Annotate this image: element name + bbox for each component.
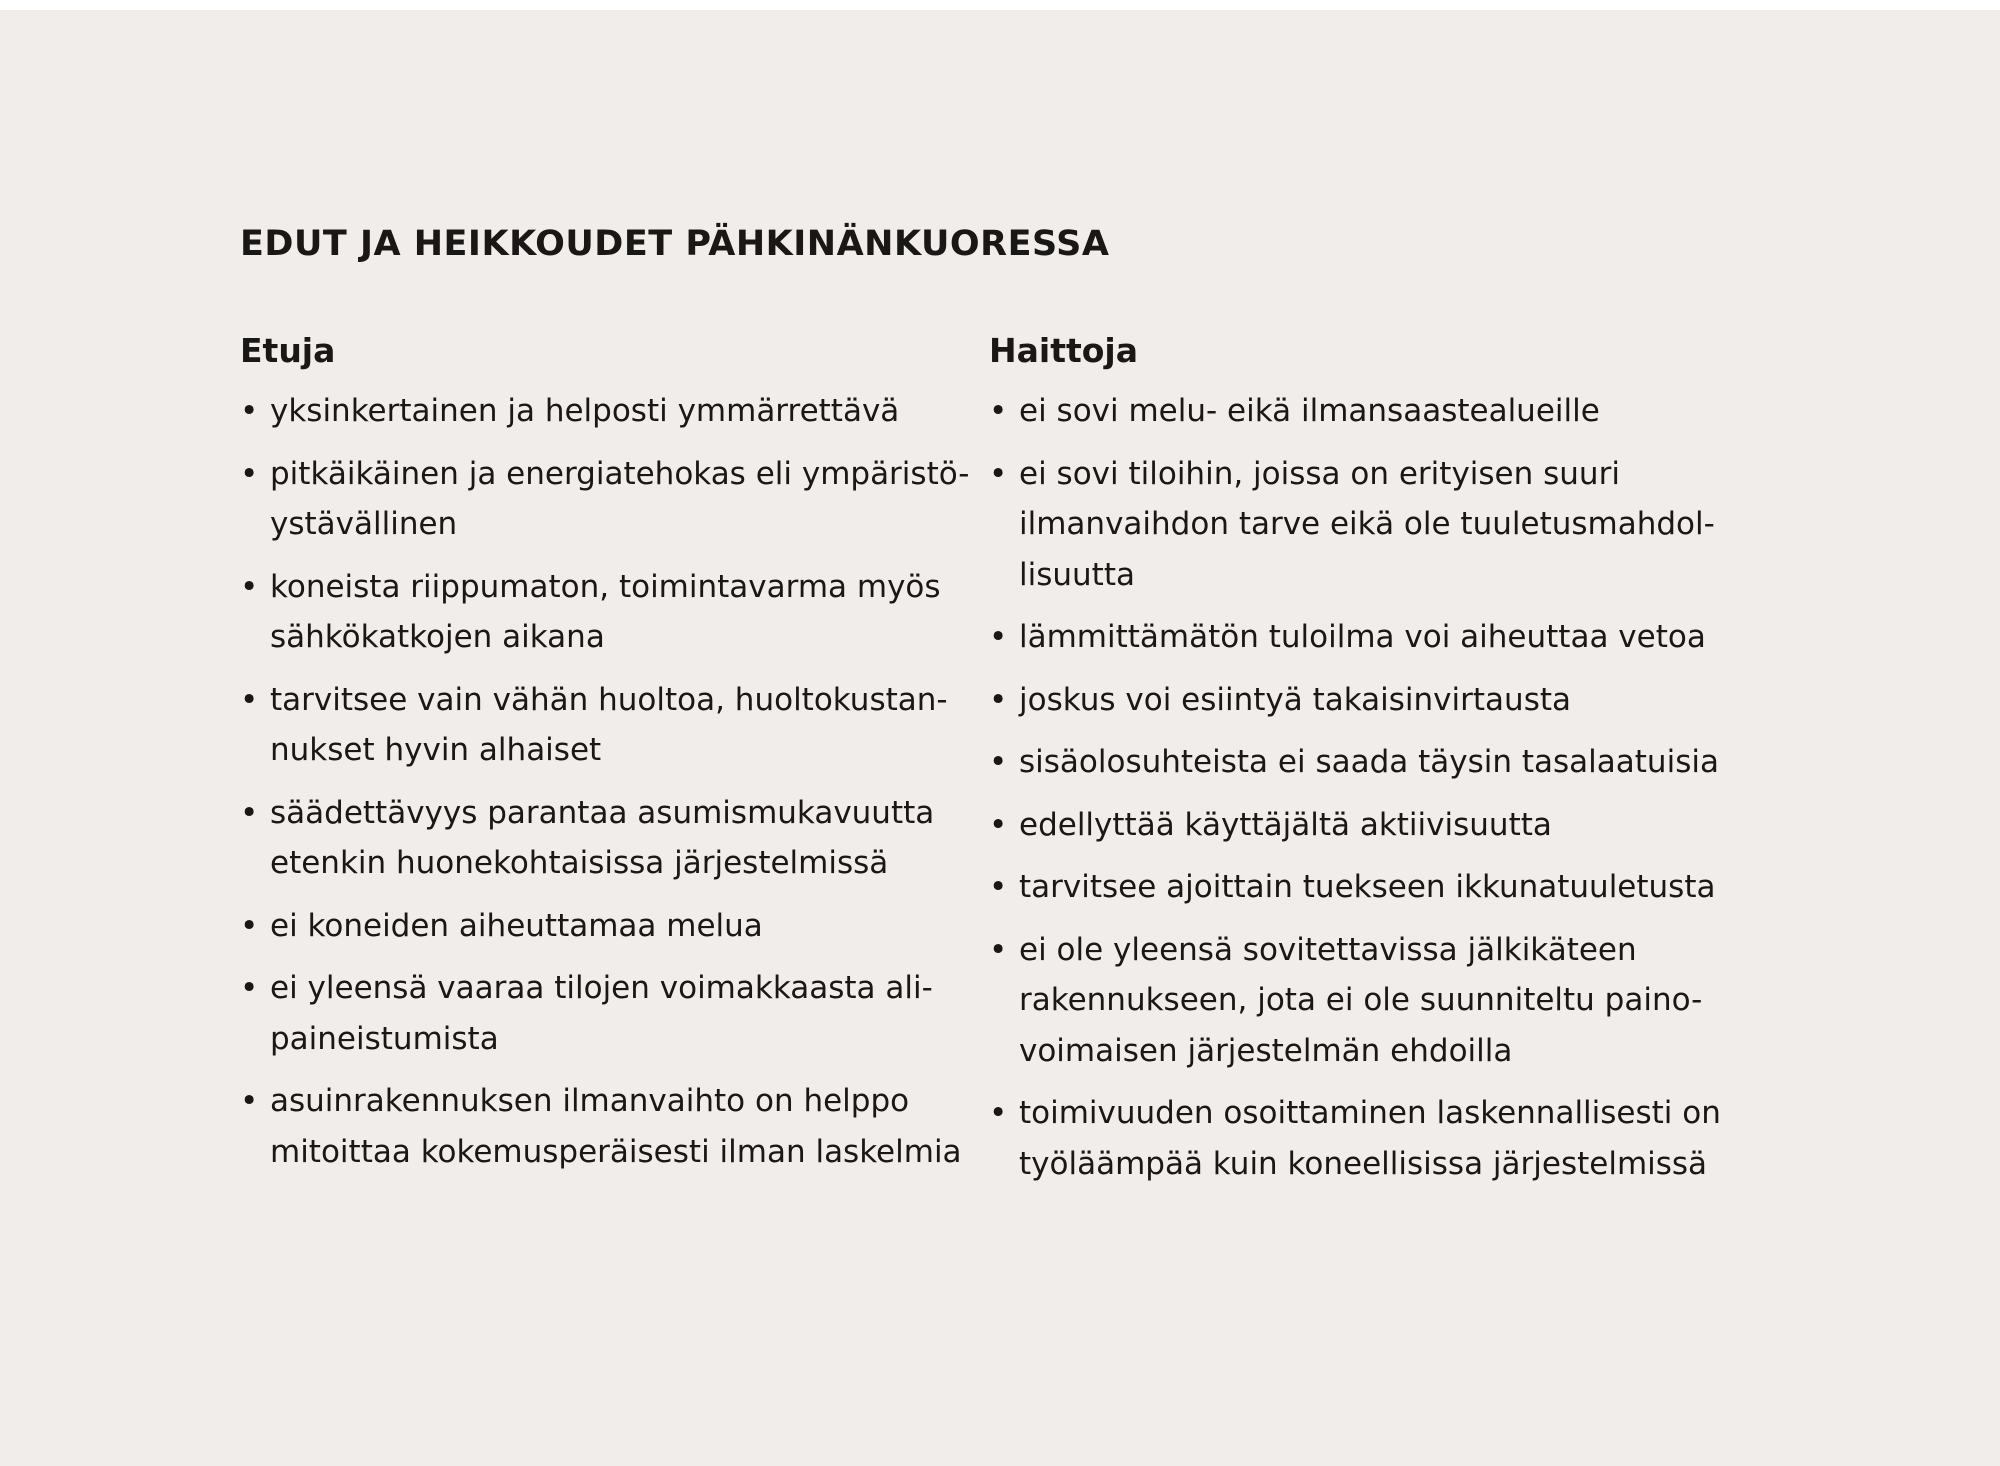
list-item-text: ei sovi tiloihin, joissa on erityisen suuri xyxy=(1019,455,1620,492)
cons-column xyxy=(989,326,1729,1201)
list-item xyxy=(989,1088,1729,1189)
list-item-text: ei ole yleensä sovitettavissa jälkikäteen xyxy=(1019,931,1637,968)
list-item xyxy=(989,925,1729,1077)
content-card xyxy=(0,10,2000,1466)
cons-heading: Haittoja xyxy=(989,331,1138,370)
bullet-icon: • xyxy=(240,1083,259,1119)
list-item-text: työläämpää kuin koneellisissa järjestelmissä xyxy=(1019,1145,1708,1182)
list-item-text: yksinkertainen ja helposti ymmärrettävä xyxy=(270,393,900,429)
list-item-text: lämmittämätön tuloilma voi aiheuttaa vetoa xyxy=(1019,619,1706,655)
list-item xyxy=(240,675,960,776)
list-item-text: tarvitsee ajoittain tuekseen ikkunatuuletusta xyxy=(1019,869,1716,905)
bullet-icon: • xyxy=(240,970,259,1006)
list-item-text: pitkäikäinen ja energiatehokas eli ympäristö- xyxy=(270,455,970,492)
list-item xyxy=(240,788,960,889)
pros-heading: Etuja xyxy=(240,331,336,370)
bullet-icon: • xyxy=(989,393,1008,429)
list-item xyxy=(989,862,1729,913)
list-item-text: toimivuuden osoittaminen laskennallisesti on xyxy=(1019,1095,1721,1131)
list-item-text: paineistumista xyxy=(270,1020,499,1057)
list-item-text: edellyttää käyttäjältä aktiivisuutta xyxy=(1019,806,1552,843)
bullet-icon: • xyxy=(240,455,259,492)
bullet-icon: • xyxy=(240,907,259,944)
pros-column xyxy=(240,326,970,1189)
list-item-text: joskus voi esiintyä takaisinvirtausta xyxy=(1019,681,1571,718)
bullet-icon: • xyxy=(240,393,259,429)
list-item-text: ystävällinen xyxy=(270,506,458,542)
bullet-icon: • xyxy=(989,619,1008,655)
bullet-icon: • xyxy=(240,568,259,605)
list-item-text: ei yleensä vaaraa tilojen voimakkaasta ali- xyxy=(270,970,933,1006)
list-item xyxy=(989,386,1729,437)
list-item-text: rakennukseen, jota ei ole suunniteltu paino- xyxy=(1019,982,1703,1018)
list-item xyxy=(989,737,1729,788)
list-item-text: ei koneiden aiheuttamaa melua xyxy=(270,907,763,944)
list-item xyxy=(240,963,960,1064)
bullet-icon: • xyxy=(989,744,1008,780)
list-item xyxy=(240,386,960,437)
bullet-icon: • xyxy=(989,806,1008,843)
cons-list xyxy=(989,386,1729,1189)
list-item-text: nukset hyvin alhaiset xyxy=(270,732,602,768)
list-item-text: koneista riippumaton, toimintavarma myös xyxy=(270,568,941,605)
pros-list xyxy=(240,386,970,1177)
list-item-text: asuinrakennuksen ilmanvaihto on helppo xyxy=(270,1083,910,1119)
list-item xyxy=(989,675,1729,726)
list-item xyxy=(989,800,1729,851)
bullet-icon: • xyxy=(989,681,1008,718)
bullet-icon: • xyxy=(240,681,259,718)
bullet-icon: • xyxy=(989,1095,1008,1131)
bullet-icon: • xyxy=(240,794,259,831)
page-title: EDUT JA HEIKKOUDET PÄHKINÄNKUORESSA xyxy=(240,224,1110,264)
list-item xyxy=(240,562,960,663)
list-item-text: voimaisen järjestelmän ehdoilla xyxy=(1019,1032,1513,1069)
list-item-text: sisäolosuhteista ei saada täysin tasalaatuisia xyxy=(1019,744,1719,780)
list-item xyxy=(989,612,1729,663)
bullet-icon: • xyxy=(989,931,1008,968)
list-item xyxy=(240,449,970,550)
bullet-icon: • xyxy=(989,869,1008,905)
list-item xyxy=(240,901,960,952)
list-item-text: sähkökatkojen aikana xyxy=(270,619,605,655)
bullet-icon: • xyxy=(989,455,1008,492)
list-item-text: lisuutta xyxy=(1019,556,1135,593)
list-item-text: ei sovi melu- eikä ilmansaastealueille xyxy=(1019,393,1600,429)
list-item xyxy=(989,449,1729,601)
list-item-text: säädettävyys parantaa asumismukavuutta xyxy=(270,794,935,831)
list-item xyxy=(240,1076,960,1177)
list-item-text: etenkin huonekohtaisissa järjestelmissä xyxy=(270,845,889,881)
list-item-text: tarvitsee vain vähän huoltoa, huoltokustan- xyxy=(270,681,948,718)
list-item-text: ilmanvaihdon tarve eikä ole tuuletusmahdol- xyxy=(1019,506,1715,542)
list-item-text: mitoittaa kokemusperäisesti ilman laskelmia xyxy=(270,1133,962,1170)
